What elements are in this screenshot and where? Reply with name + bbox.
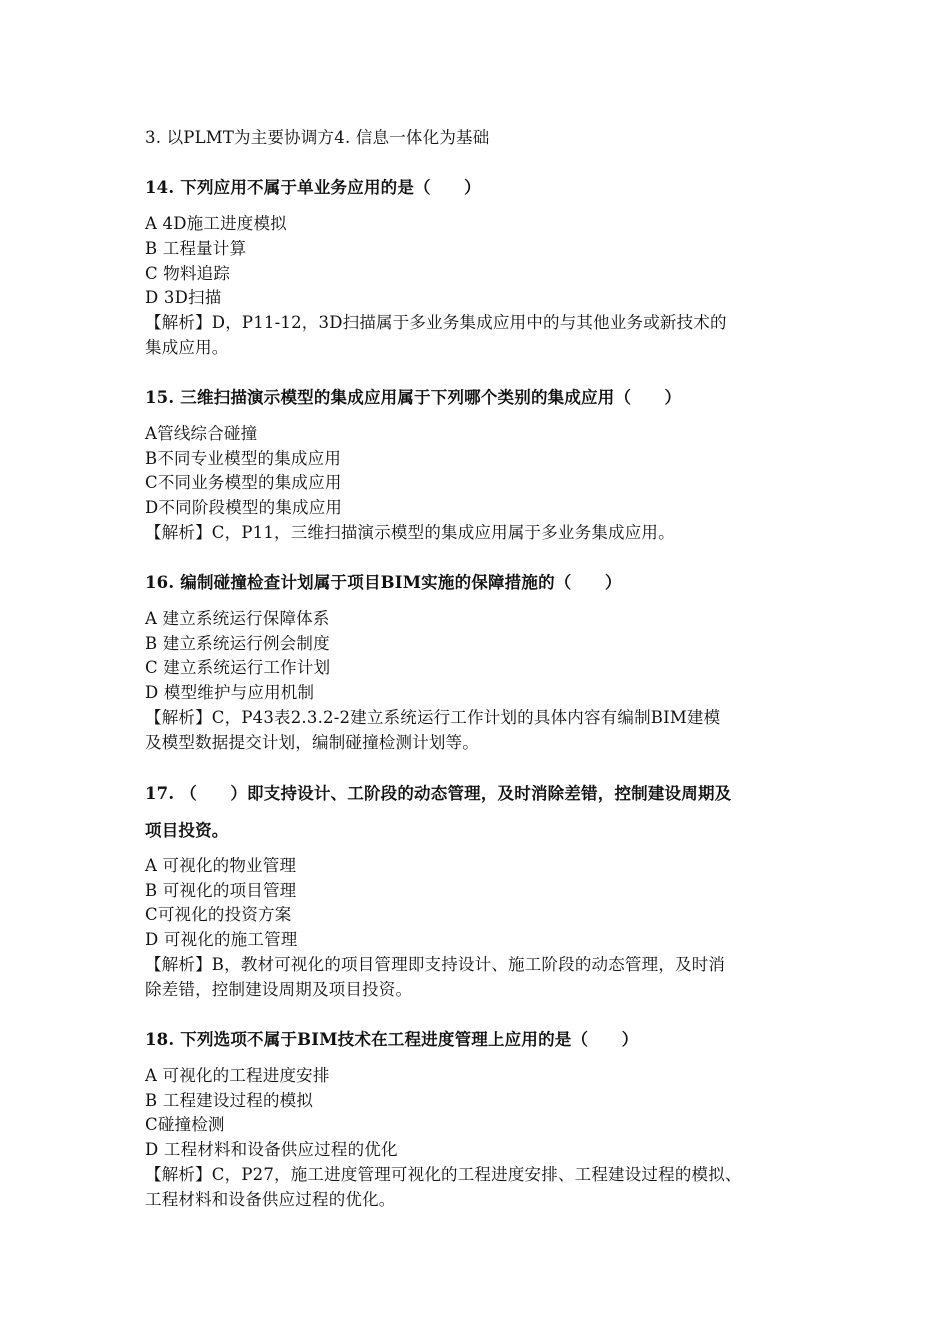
question-15-stem: 15. 三维扫描演示模型的集成应用属于下列哪个类别的集成应用（ ） (145, 388, 682, 407)
q18-option-b: B 工程建设过程的模拟 (145, 1091, 314, 1110)
q14-option-b: B 工程量计算 (145, 239, 247, 258)
q18-option-a: A 可视化的工程进度安排 (145, 1066, 330, 1085)
question-18-stem: 18. 下列选项不属于BIM技术在工程进度管理上应用的是（ ） (145, 1030, 639, 1049)
q17-analysis-line2: 除差错，控制建设周期及项目投资。 (145, 980, 413, 999)
q16-option-c: C 建立系统运行工作计划 (145, 658, 331, 677)
q15-analysis-line1: 【解析】C，P11，三维扫描演示模型的集成应用属于多业务集成应用。 (145, 523, 675, 542)
q15-option-a: A管线综合碰撞 (145, 424, 258, 443)
q17-option-b: B 可视化的项目管理 (145, 881, 297, 900)
question-14-stem: 14. 下列应用不属于单业务应用的是（ ） (145, 178, 481, 197)
q17-option-d: D 可视化的施工管理 (145, 930, 298, 949)
q14-analysis-line2: 集成应用。 (145, 338, 229, 357)
q17-option-c: C可视化的投资方案 (145, 905, 292, 924)
question-17-stem-cont: 项目投资。 (145, 821, 229, 840)
q15-option-d: D不同阶段模型的集成应用 (145, 498, 343, 517)
question-17-stem: 17. （ ）即支持设计、工阶段的动态管理，及时消除差错，控制建设周期及 (145, 784, 732, 803)
q14-option-d: D 3D扫描 (145, 288, 222, 307)
q16-option-b: B 建立系统运行例会制度 (145, 634, 330, 653)
q15-option-b: B不同专业模型的集成应用 (145, 449, 342, 468)
q16-analysis-line1: 【解析】C，P43表2.3.2-2建立系统运行工作计划的具体内容有编制BIM建模 (145, 708, 721, 727)
prev-question-tail: 3. 以PLMT为主要协调方4. 信息一体化为基础 (145, 128, 490, 147)
q18-option-c: C碰撞检测 (145, 1115, 225, 1134)
q17-analysis-line1: 【解析】B，教材可视化的项目管理即支持设计、施工阶段的动态管理，及时消 (145, 955, 726, 974)
q18-analysis-line1: 【解析】C，P27，施工进度管理可视化的工程进度安排、工程建设过程的模拟、 (145, 1165, 742, 1184)
q14-option-a: A 4D施工进度模拟 (145, 214, 287, 233)
q18-option-d: D 工程材料和设备供应过程的优化 (145, 1140, 398, 1159)
q14-option-c: C 物料追踪 (145, 264, 231, 283)
q16-analysis-line2: 及模型数据提交计划，编制碰撞检测计划等。 (145, 733, 479, 752)
question-16-stem: 16. 编制碰撞检查计划属于项目BIM实施的保障措施的（ ） (145, 573, 622, 592)
q16-option-a: A 建立系统运行保障体系 (145, 609, 330, 628)
q16-option-d: D 模型维护与应用机制 (145, 683, 315, 702)
q15-option-c: C不同业务模型的集成应用 (145, 473, 342, 492)
q17-option-a: A 可视化的物业管理 (145, 856, 297, 875)
q14-analysis-line1: 【解析】D，P11-12，3D扫描属于多业务集成应用中的与其他业务或新技术的 (145, 313, 727, 332)
q18-analysis-line2: 工程材料和设备供应过程的优化。 (145, 1190, 396, 1209)
